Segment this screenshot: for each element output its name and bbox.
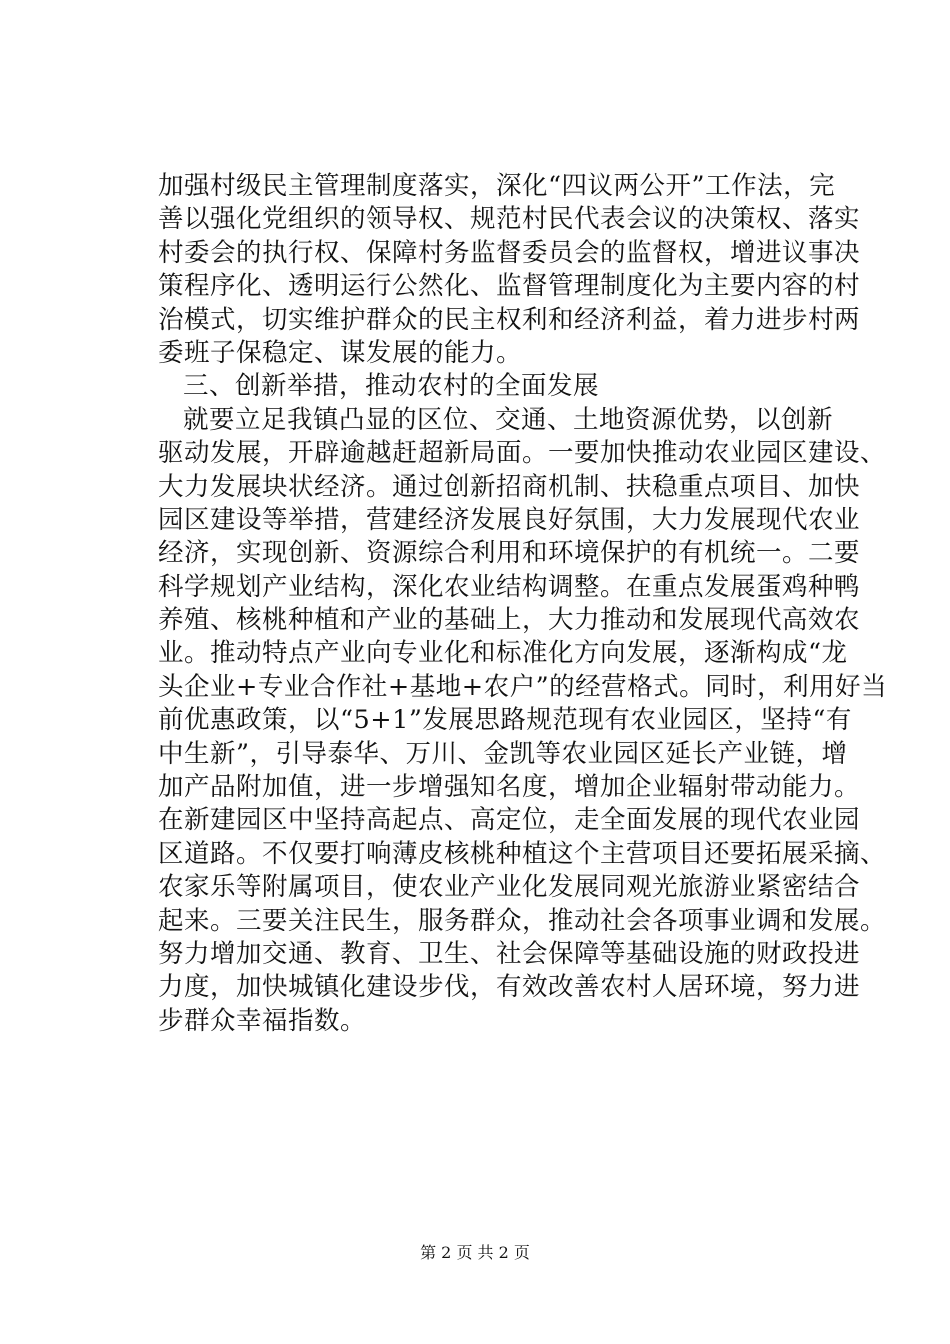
text-line: 经济，实现创新、资源综合利用和环境保护的有机统一。二要 <box>158 538 861 569</box>
text-line: 治模式，切实维护群众的民主权利和经济利益，着力进步村两 <box>158 304 861 335</box>
text-line: 养殖、核桃种植和产业的基础上，大力推动和发展现代高效农 <box>158 605 861 636</box>
text-line: 农家乐等附属项目，使农业产业化发展同观光旅游业紧密结合 <box>158 872 861 903</box>
text-line: 起来。三要关注民生，服务群众，推动社会各项事业调和发展。 <box>158 905 887 936</box>
text-line: 善以强化党组织的领导权、规范村民代表会议的决策权、落实 <box>158 204 861 235</box>
page-footer <box>0 1243 950 1263</box>
text-line: 委班子保稳定、谋发展的能力。 <box>158 337 523 368</box>
document-body <box>158 170 888 1038</box>
text-line: 业。推动特点产业向专业化和标准化方向发展，逐渐构成“龙 <box>158 638 848 669</box>
text-line: 园区建设等举措，营建经济发展良好氛围，大力发展现代农业 <box>158 504 861 535</box>
text-line: 前优惠政策，以“5+1”发展思路规范现有农业园区，坚持“有 <box>158 705 852 736</box>
text-line: 中生新”，引导泰华、万川、金凯等农业园区延长产业链，增 <box>158 738 848 769</box>
text-line: 驱动发展，开辟逾越赶超新局面。一要加快推动农业园区建设、 <box>158 438 887 469</box>
text-line: 大力发展块状经济。通过创新招商机制、扶稳重点项目、加快 <box>158 471 861 502</box>
text-line: 策程序化、透明运行公然化、监督管理制度化为主要内容的村 <box>158 271 861 302</box>
text-line: 步群众幸福指数。 <box>158 1005 367 1036</box>
text-line: 力度，加快城镇化建设步伐，有效改善农村人居环境，努力进 <box>158 972 861 1003</box>
text-line: 在新建园区中坚持高起点、高定位，走全面发展的现代农业园 <box>158 805 861 836</box>
text-line: 就要立足我镇凸显的区位、交通、土地资源优势，以创新 <box>183 404 834 435</box>
text-line: 区道路。不仅要打响薄皮核桃种植这个主营项目还要拓展采摘、 <box>158 838 887 869</box>
text-line: 加强村级民主管理制度落实，深化“四议两公开”工作法，完 <box>158 171 836 201</box>
section-heading: 三、创新举措，推动农村的全面发展 <box>183 371 600 402</box>
page-number-label: 第 2 页 共 2 页 <box>420 1243 530 1262</box>
text-line: 村委会的执行权、保障村务监督委员会的监督权，增进议事决 <box>158 237 861 268</box>
text-line: 科学规划产业结构，深化农业结构调整。在重点发展蛋鸡种鸭 <box>158 571 861 602</box>
text-line: 头企业+专业合作社+基地+农户”的经营格式。同时，利用好当 <box>158 671 888 702</box>
text-line: 加产品附加值，进一步增强知名度，增加企业辐射带动能力。 <box>158 772 861 803</box>
text-line: 努力增加交通、教育、卫生、社会保障等基础设施的财政投进 <box>158 938 861 969</box>
